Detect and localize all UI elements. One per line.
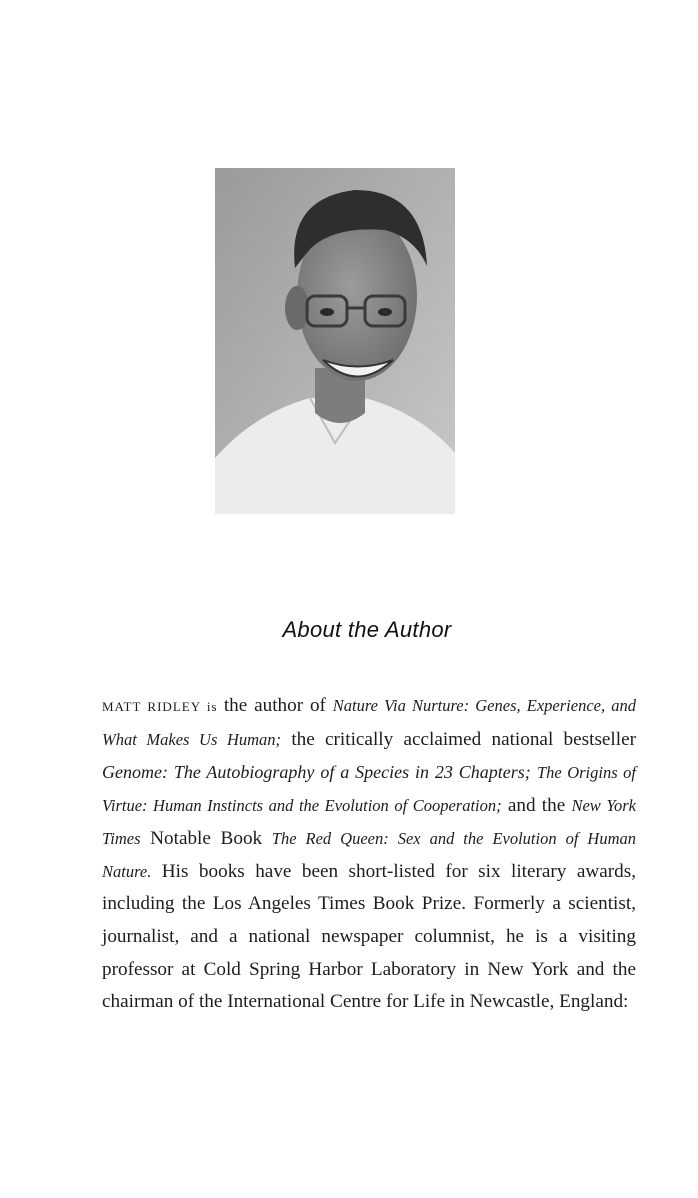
bio-text-2: the critically acclaimed national bestseller <box>281 728 636 750</box>
section-heading: About the Author <box>282 617 452 642</box>
bio-is: is <box>200 699 224 714</box>
book-title-origins-of-virtue: The Origins of Virtue: Human Instincts and the Evolution of Cooperation; <box>102 763 636 816</box>
newspaper-name: New York Times <box>102 796 636 848</box>
author-bio <box>102 690 636 1019</box>
bio-text-1: the author of <box>223 695 333 716</box>
book-title-nature-via-nurture: Nature Via Nurture: Genes, Experience, and What Makes Us Human; <box>102 696 637 749</box>
bio-text-4: and the <box>501 795 572 817</box>
book-title-red-queen: The Red Queen: Sex and the Evolution of Human Nature. <box>102 828 636 881</box>
author-name: MATT RIDLEY <box>102 699 201 714</box>
bio-text-5: Notable Book <box>140 827 272 849</box>
book-title-genome: Genome: The Autobiography of a Species in 23 Chapters; <box>102 762 531 783</box>
bio-text-6: His books have been short-listed for six literary awards, including the Los Angeles Times Book Prize. Formerly a scientist, journalist, and a national newspaper columnist, he is a visiting professor at Cold Spring Harbor Laboratory in New York and the chairman of the International Centre for Life in Newcastle, England: <box>102 860 636 1013</box>
author-photo <box>215 168 455 514</box>
